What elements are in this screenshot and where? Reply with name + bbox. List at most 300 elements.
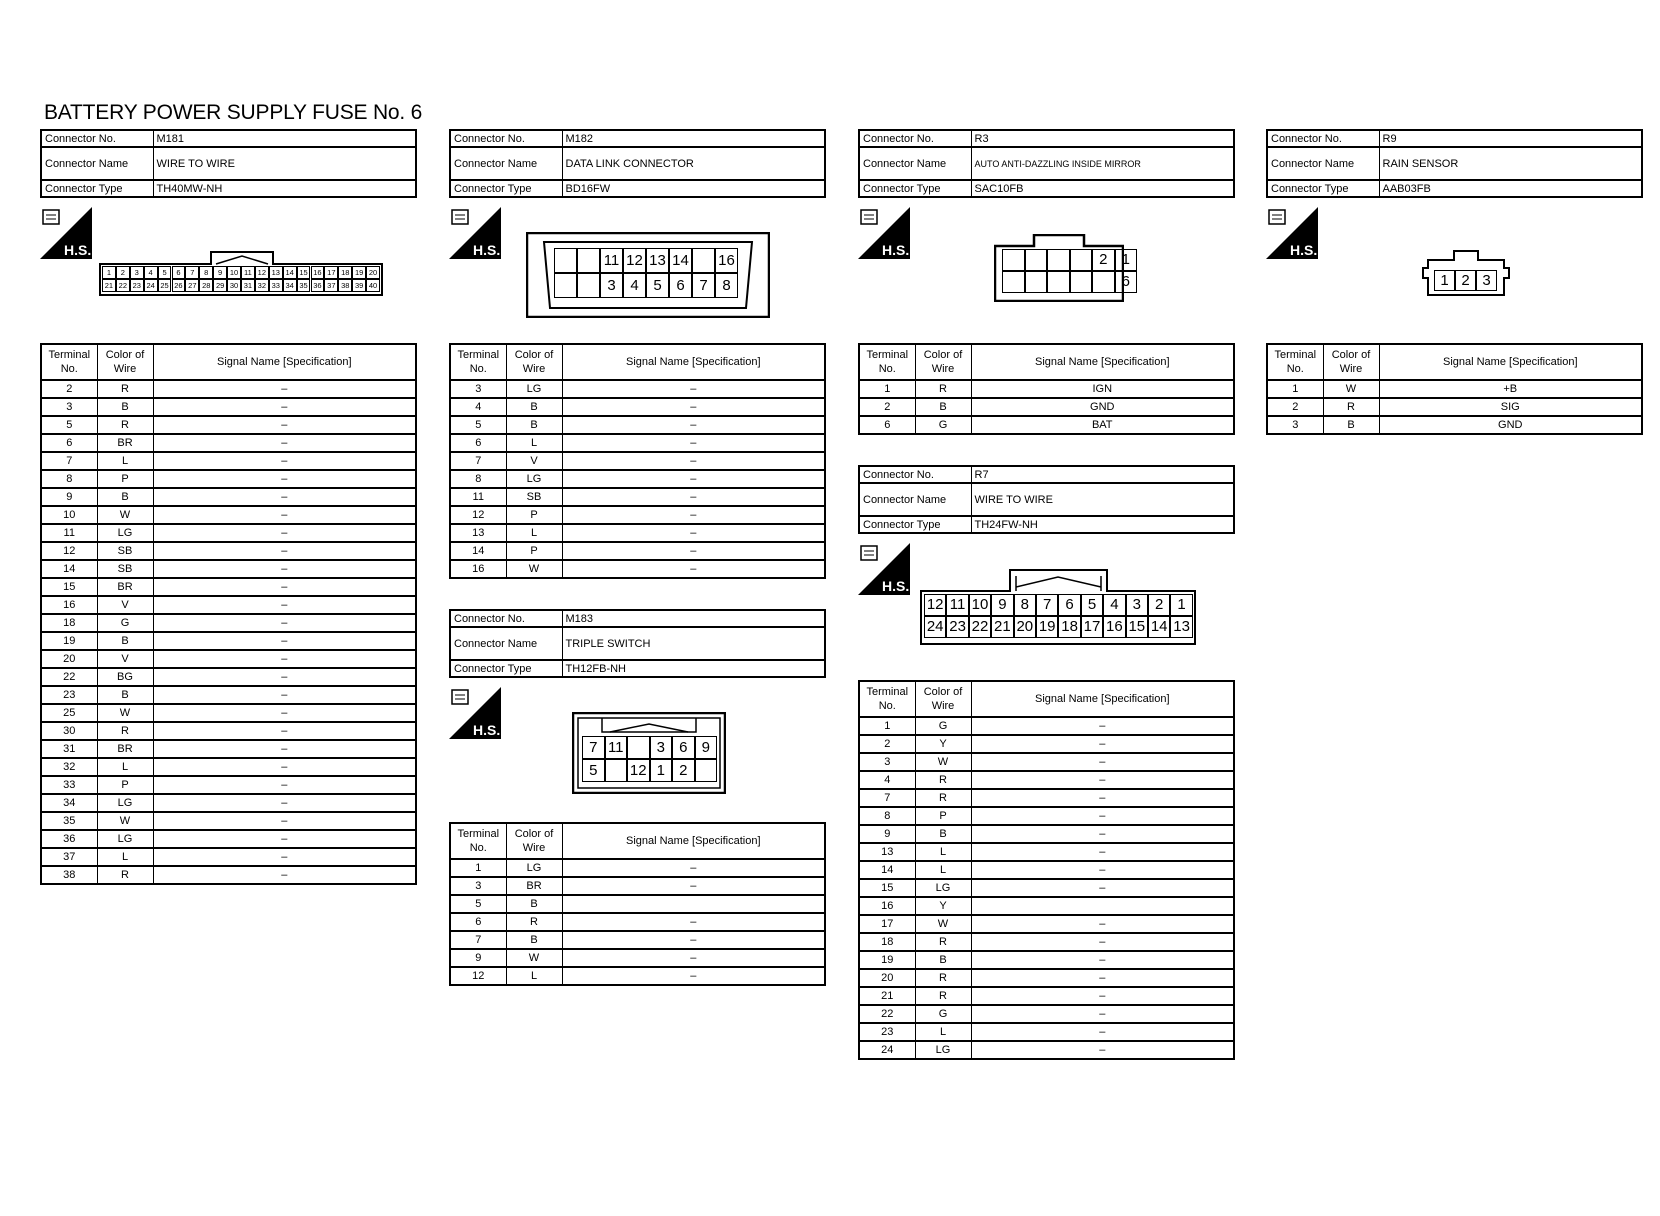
header-terminal-no: Terminal No. [450,344,506,380]
pin-cell: 32 [255,279,269,292]
pin-cell [554,248,577,273]
table-row [41,596,416,614]
pin-cell: 14 [1148,616,1170,638]
table-row [450,506,825,524]
table-row [41,866,416,884]
signal-name-cell: – [153,632,416,650]
signal-name-cell: – [153,686,416,704]
terminal-no-cell: 5 [41,416,97,434]
signal-name-cell: – [153,722,416,740]
terminal-no-cell: 16 [41,596,97,614]
label-connector-no: Connector No. [41,130,153,147]
wire-color-cell: R [97,380,153,398]
table-row [41,848,416,866]
wire-color-cell: B [506,416,562,434]
pin-cell [1070,271,1093,293]
terminal-no-cell: 7 [450,452,506,470]
terminal-no-cell: 2 [859,735,915,753]
harness-side-icon [858,543,910,595]
connector-name-value: AUTO ANTI-DAZZLING INSIDE MIRROR [971,147,1234,180]
terminal-no-cell: 25 [41,704,97,722]
label-connector-type: Connector Type [859,516,971,533]
pin-cell: 3 [1476,270,1497,291]
connector-face-m183 [572,712,726,794]
pin-cell: 20 [366,266,380,279]
signal-name-cell: – [971,879,1234,897]
signal-name-cell: – [562,416,825,434]
table-row [41,704,416,722]
wire-color-cell: P [97,776,153,794]
table-row [859,879,1234,897]
header-signal-name: Signal Name [Specification] [562,823,825,859]
terminal-no-cell: 11 [450,488,506,506]
table-row [41,668,416,686]
signal-name-cell: – [971,789,1234,807]
terminal-no-cell: 12 [41,542,97,560]
table-row [450,524,825,542]
pin-cell: 6 [672,736,695,759]
signal-name-cell: BAT [971,416,1234,434]
table-row [859,753,1234,771]
table-row [41,758,416,776]
table-row [450,877,825,895]
table-row [1267,416,1642,434]
signal-name-cell: – [971,1041,1234,1059]
pin-cell: 12 [627,759,650,782]
header-signal-name: Signal Name [Specification] [1379,344,1642,380]
connector-name-value: TRIPLE SWITCH [562,627,825,660]
signal-name-cell: – [153,542,416,560]
terminal-no-cell: 7 [41,452,97,470]
terminal-no-cell: 3 [450,380,506,398]
wire-color-cell: LG [915,1041,971,1059]
signal-name-cell: IGN [971,380,1234,398]
terminal-no-cell: 30 [41,722,97,740]
terminal-no-cell: 34 [41,794,97,812]
wire-color-cell: BR [97,578,153,596]
pin-cell: 7 [185,266,199,279]
wire-color-cell: R [915,987,971,1005]
pin-cell: 36 [311,279,325,292]
svg-text:H.S.: H.S. [473,242,501,258]
pin-cell: 8 [1014,594,1036,616]
pin-cell: 24 [924,616,946,638]
label-connector-name: Connector Name [1267,147,1379,180]
wire-color-cell: G [915,1005,971,1023]
table-row [1267,380,1642,398]
pin-cell: 5 [582,759,605,782]
pin-cell: 40 [366,279,380,292]
pin-cell: 4 [144,266,158,279]
pin-cell: 37 [324,279,338,292]
pin-cell: 2 [116,266,130,279]
connector-name-value: WIRE TO WIRE [971,483,1234,516]
header-terminal-no: Terminal No. [859,681,915,717]
pin-cell: 1 [1115,249,1138,271]
wire-color-cell: R [915,789,971,807]
table-row [41,830,416,848]
wire-color-cell: B [915,398,971,416]
pin-cell: 2 [1148,594,1170,616]
pin-cell: 30 [227,279,241,292]
pin-cell: 19 [1036,616,1058,638]
signal-name-cell: – [971,969,1234,987]
terminal-no-cell: 14 [41,560,97,578]
pin-cell: 12 [623,248,646,273]
label-connector-no: Connector No. [1267,130,1379,147]
pin-cell: 9 [991,594,1013,616]
connector-name-value: RAIN SENSOR [1379,147,1642,180]
signal-name-cell: – [971,753,1234,771]
pin-cell [1047,249,1070,271]
table-row [859,1005,1234,1023]
connector-info-m182 [449,129,826,198]
terminal-no-cell: 24 [859,1041,915,1059]
pin-cell: 20 [1014,616,1036,638]
terminal-table-m182 [449,343,826,579]
wire-color-cell: B [1323,416,1379,434]
signal-name-cell: – [153,866,416,884]
table-row [859,1023,1234,1041]
pin-cell [1070,249,1093,271]
signal-name-cell: – [562,470,825,488]
wire-color-cell: LG [97,830,153,848]
wire-color-cell: B [915,951,971,969]
wire-color-cell: L [97,452,153,470]
terminal-no-cell: 23 [41,686,97,704]
pin-cell: 11 [600,248,623,273]
table-row [859,807,1234,825]
table-row [859,915,1234,933]
terminal-no-cell: 3 [1267,416,1323,434]
table-row [450,542,825,560]
terminal-no-cell: 1 [1267,380,1323,398]
pin-cell: 35 [297,279,311,292]
terminal-no-cell: 23 [859,1023,915,1041]
wire-color-cell: SB [97,560,153,578]
wire-color-cell: V [97,596,153,614]
label-connector-type: Connector Type [450,660,562,677]
table-row [859,771,1234,789]
signal-name-cell: – [971,915,1234,933]
table-row [450,380,825,398]
table-row [859,789,1234,807]
header-signal-name: Signal Name [Specification] [971,681,1234,717]
connector-no-value: R7 [971,466,1234,483]
pin-cell: 8 [715,273,738,298]
terminal-no-cell: 13 [450,524,506,542]
pin-cell: 1 [102,266,116,279]
wire-color-cell: B [506,398,562,416]
table-row [41,740,416,758]
signal-name-cell: – [153,704,416,722]
table-row [859,951,1234,969]
signal-name-cell: – [153,578,416,596]
table-row [859,843,1234,861]
pin-cell: 11 [946,594,968,616]
pin-cell: 34 [283,279,297,292]
pin-cell: 21 [102,279,116,292]
pin-cell: 28 [199,279,213,292]
terminal-no-cell: 6 [41,434,97,452]
pin-cell [695,759,718,782]
wire-color-cell: Y [915,735,971,753]
table-row [41,632,416,650]
wire-color-cell: P [506,542,562,560]
pin-cell [577,273,600,298]
connector-type-value: BD16FW [562,180,825,197]
wire-color-cell: LG [506,470,562,488]
signal-name-cell: – [562,506,825,524]
pin-cell: 39 [352,279,366,292]
wire-color-cell: R [915,933,971,951]
pin-cell: 27 [185,279,199,292]
table-row [41,488,416,506]
wire-color-cell: G [915,717,971,735]
table-row [450,470,825,488]
signal-name-cell: – [971,933,1234,951]
wire-color-cell: W [97,506,153,524]
connector-info-r9 [1266,129,1643,198]
table-row [41,524,416,542]
wire-color-cell: R [97,416,153,434]
table-row [41,776,416,794]
connector-type-value: SAC10FB [971,180,1234,197]
signal-name-cell: – [971,807,1234,825]
signal-name-cell: – [153,830,416,848]
terminal-no-cell: 17 [859,915,915,933]
terminal-no-cell: 2 [1267,398,1323,416]
connector-type-value: TH40MW-NH [153,180,416,197]
terminal-no-cell: 31 [41,740,97,758]
terminal-no-cell: 10 [41,506,97,524]
pin-cell: 15 [1126,616,1148,638]
signal-name-cell: – [153,416,416,434]
table-row [450,560,825,578]
wire-color-cell: L [506,967,562,985]
signal-name-cell: – [971,735,1234,753]
signal-name-cell: – [153,650,416,668]
signal-name-cell: – [971,987,1234,1005]
table-row [450,488,825,506]
header-terminal-no: Terminal No. [41,344,97,380]
pin-cell: 2 [1092,249,1115,271]
table-row [859,416,1234,434]
terminal-no-cell: 21 [859,987,915,1005]
terminal-no-cell: 3 [859,753,915,771]
signal-name-cell: – [562,913,825,931]
connector-type-value: TH12FB-NH [562,660,825,677]
wire-color-cell: B [97,686,153,704]
pin-cell: 23 [130,279,144,292]
terminal-no-cell: 1 [859,380,915,398]
header-color-of-wire: Color of Wire [1323,344,1379,380]
signal-name-cell: – [562,967,825,985]
terminal-no-cell: 2 [859,398,915,416]
connector-type-value: TH24FW-NH [971,516,1234,533]
table-row [450,967,825,985]
header-color-of-wire: Color of Wire [506,823,562,859]
pin-cell: 3 [600,273,623,298]
wire-color-cell: L [97,758,153,776]
pin-cell: 8 [199,266,213,279]
terminal-no-cell: 16 [859,897,915,915]
table-row [450,398,825,416]
pin-cell: 17 [1081,616,1103,638]
connector-no-value: M182 [562,130,825,147]
pin-cell: 16 [1103,616,1125,638]
header-color-of-wire: Color of Wire [97,344,153,380]
pin-cell: 10 [969,594,991,616]
terminal-no-cell: 14 [450,542,506,560]
terminal-no-cell: 7 [450,931,506,949]
connector-face-r7 [920,569,1196,645]
pin-cell: 31 [241,279,255,292]
pin-cell: 2 [1455,270,1476,291]
terminal-no-cell: 5 [450,895,506,913]
pin-cell: 6 [669,273,692,298]
terminal-no-cell: 4 [450,398,506,416]
terminal-no-cell: 18 [859,933,915,951]
table-row [41,416,416,434]
label-connector-no: Connector No. [859,130,971,147]
terminal-no-cell: 5 [450,416,506,434]
label-connector-name: Connector Name [450,627,562,660]
wire-color-cell: R [915,969,971,987]
pin-cell: 17 [324,266,338,279]
wire-color-cell: P [506,506,562,524]
table-row [450,913,825,931]
terminal-table-m183 [449,822,826,986]
pin-cell [1092,271,1115,293]
signal-name-cell: – [153,776,416,794]
connector-type-value: AAB03FB [1379,180,1642,197]
header-signal-name: Signal Name [Specification] [562,344,825,380]
wire-color-cell: P [915,807,971,825]
terminal-no-cell: 12 [450,967,506,985]
signal-name-cell [971,897,1234,915]
wire-color-cell: L [506,434,562,452]
table-row [859,897,1234,915]
wire-color-cell: L [915,861,971,879]
pin-cell: 1 [650,759,673,782]
connector-info-m183 [449,609,826,678]
label-connector-name: Connector Name [859,483,971,516]
terminal-no-cell: 8 [450,470,506,488]
terminal-no-cell: 9 [859,825,915,843]
pin-cell: 6 [1058,594,1080,616]
wire-color-cell: B [506,931,562,949]
terminal-no-cell: 19 [859,951,915,969]
pin-cell [554,273,577,298]
pin-cell: 9 [695,736,718,759]
terminal-no-cell: 9 [450,949,506,967]
pin-cell: 12 [255,266,269,279]
signal-name-cell: – [971,825,1234,843]
pin-cell: 6 [172,266,186,279]
table-row [450,859,825,877]
terminal-no-cell: 4 [859,771,915,789]
pin-cell: 7 [582,736,605,759]
table-row [41,686,416,704]
label-connector-name: Connector Name [41,147,153,180]
pin-cell: 2 [672,759,695,782]
table-row [41,542,416,560]
wire-color-cell: L [506,524,562,542]
wire-color-cell: W [915,753,971,771]
table-row [41,452,416,470]
signal-name-cell: – [971,861,1234,879]
table-row [450,452,825,470]
wire-color-cell: BR [97,434,153,452]
page-title: BATTERY POWER SUPPLY FUSE No. 6 [44,101,423,124]
wire-color-cell: BR [97,740,153,758]
wire-color-cell: LG [915,879,971,897]
signal-name-cell: – [562,452,825,470]
table-row [859,861,1234,879]
terminal-no-cell: 15 [41,578,97,596]
pin-cell [627,736,650,759]
pin-cell [577,248,600,273]
pin-cell: 24 [144,279,158,292]
wire-color-cell: R [97,722,153,740]
wire-color-cell: L [915,1023,971,1041]
table-row [859,825,1234,843]
header-signal-name: Signal Name [Specification] [153,344,416,380]
harness-side-icon [449,687,501,739]
connector-info-m181 [40,129,417,198]
label-connector-type: Connector Type [859,180,971,197]
signal-name-cell: – [971,1023,1234,1041]
label-connector-name: Connector Name [859,147,971,180]
pin-cell: 19 [352,266,366,279]
label-connector-type: Connector Type [41,180,153,197]
terminal-no-cell: 22 [859,1005,915,1023]
pin-cell: 10 [227,266,241,279]
signal-name-cell: – [153,560,416,578]
pin-cell: 18 [338,266,352,279]
pin-cell: 15 [297,266,311,279]
terminal-no-cell: 18 [41,614,97,632]
terminal-no-cell: 20 [859,969,915,987]
table-row [41,614,416,632]
pin-cell [1047,271,1070,293]
table-row [41,560,416,578]
wire-color-cell: R [506,913,562,931]
table-row [41,650,416,668]
pin-cell: 11 [241,266,255,279]
wire-color-cell: Y [915,897,971,915]
svg-text:H.S.: H.S. [473,722,501,738]
signal-name-cell [562,895,825,913]
terminal-no-cell: 32 [41,758,97,776]
wire-color-cell: SB [506,488,562,506]
label-connector-type: Connector Type [450,180,562,197]
table-row [859,398,1234,416]
header-color-of-wire: Color of Wire [915,681,971,717]
table-row [41,380,416,398]
terminal-no-cell: 12 [450,506,506,524]
terminal-no-cell: 6 [859,416,915,434]
pin-cell: 5 [1081,594,1103,616]
pin-cell: 6 [1115,271,1138,293]
signal-name-cell: – [153,434,416,452]
connector-face-m182 [526,232,770,318]
signal-name-cell: – [562,859,825,877]
wire-color-cell: R [915,771,971,789]
pin-cell: 29 [213,279,227,292]
header-terminal-no: Terminal No. [1267,344,1323,380]
